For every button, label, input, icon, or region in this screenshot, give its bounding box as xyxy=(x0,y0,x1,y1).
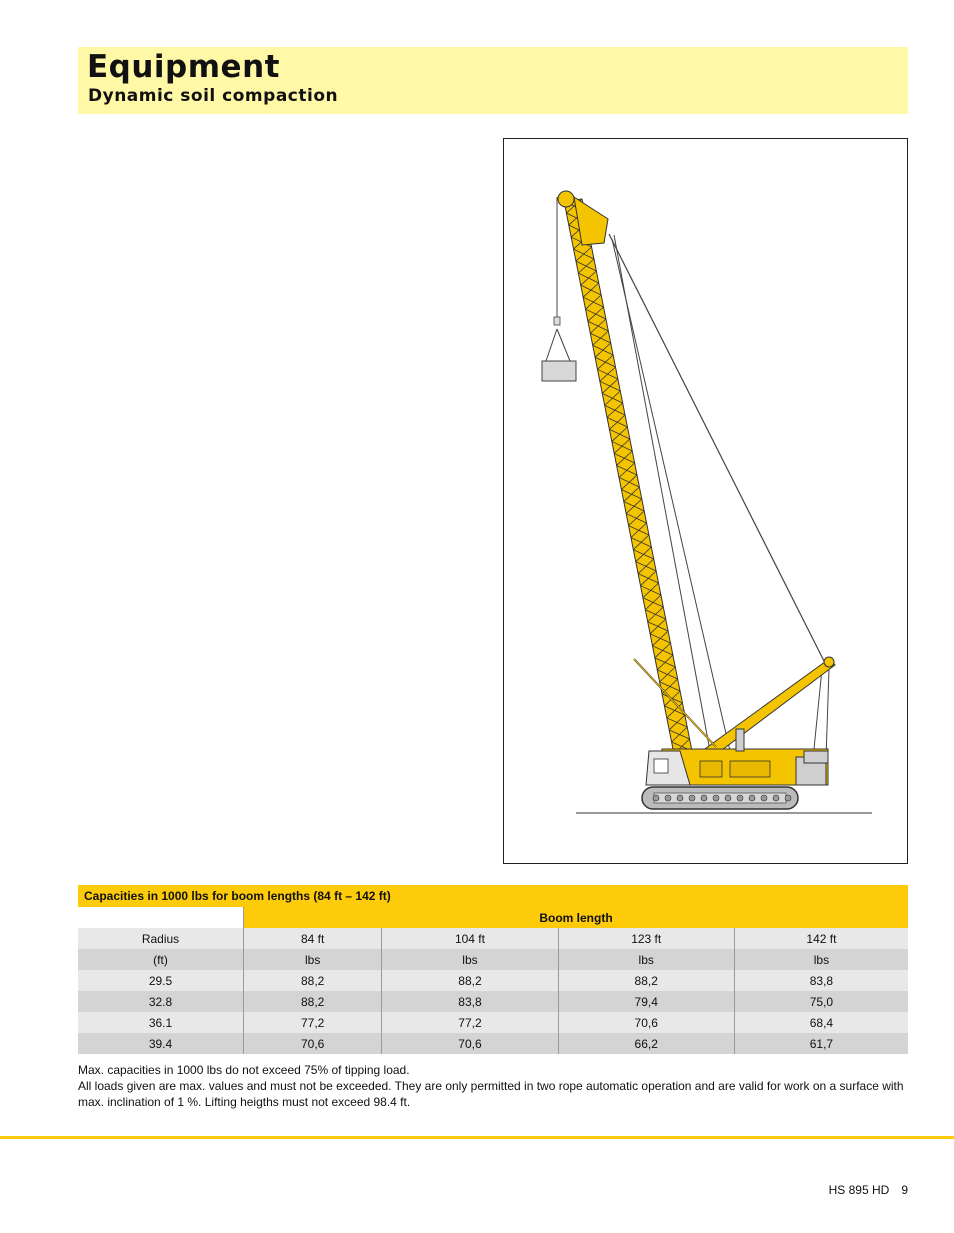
column-header: 104 ft xyxy=(382,928,558,949)
value-cell: 83,8 xyxy=(382,991,558,1012)
column-header: 84 ft xyxy=(244,928,382,949)
crane-figure xyxy=(503,138,908,864)
value-cell: 70,6 xyxy=(382,1033,558,1054)
value-cell: 83,8 xyxy=(734,970,908,991)
unit-cell: lbs xyxy=(382,949,558,970)
value-cell: 88,2 xyxy=(244,991,382,1012)
radius-cell: 39.4 xyxy=(78,1033,244,1054)
table-caption: Capacities in 1000 lbs for boom lengths (84 ft – 142 ft) xyxy=(78,885,908,907)
radius-cell: 32.8 xyxy=(78,991,244,1012)
table-notes xyxy=(78,1062,912,1110)
column-header: 123 ft xyxy=(558,928,734,949)
boom xyxy=(564,199,692,754)
value-cell: 70,6 xyxy=(244,1033,382,1054)
value-cell: 88,2 xyxy=(382,970,558,991)
model-name: HS 895 HD xyxy=(828,1183,890,1197)
radius-cell: 29.5 xyxy=(78,970,244,991)
table-row xyxy=(78,949,908,970)
page-footer xyxy=(829,1183,908,1197)
page-subtitle: Dynamic soil compaction xyxy=(88,86,339,106)
unit-cell: lbs xyxy=(244,949,382,970)
page-number: 9 xyxy=(901,1183,908,1197)
value-cell: 70,6 xyxy=(558,1012,734,1033)
value-cell: 66,2 xyxy=(558,1033,734,1054)
note-line: Max. capacities in 1000 lbs do not exceed 75% of tipping load. xyxy=(78,1063,410,1077)
page-title: Equipment xyxy=(87,49,280,85)
crawler-crane-illustration-icon xyxy=(504,139,907,863)
column-header: 142 ft xyxy=(734,928,908,949)
value-cell: 75,0 xyxy=(734,991,908,1012)
value-cell: 61,7 xyxy=(734,1033,908,1054)
radius-header: Radius xyxy=(78,928,244,949)
boom-length-header: Boom length xyxy=(244,907,909,928)
table-row xyxy=(78,1033,908,1054)
value-cell: 68,4 xyxy=(734,1012,908,1033)
table-row xyxy=(78,970,908,991)
unit-cell: lbs xyxy=(734,949,908,970)
value-cell: 77,2 xyxy=(382,1012,558,1033)
table-corner xyxy=(78,907,244,928)
unit-cell: lbs xyxy=(558,949,734,970)
note-line: All loads given are max. values and must not be exceeded. They are only permitted in two rope automatic operation and are valid for work on a surface with max. inclination of 1 %. Lifting heigths must not exceed 98.4 ft. xyxy=(78,1079,904,1109)
table-row xyxy=(78,991,908,1012)
table-row xyxy=(78,928,908,949)
footer-rule xyxy=(0,1136,954,1139)
value-cell: 88,2 xyxy=(244,970,382,991)
value-cell: 77,2 xyxy=(244,1012,382,1033)
value-cell: 79,4 xyxy=(558,991,734,1012)
page-header xyxy=(78,47,908,114)
radius-cell: 36.1 xyxy=(78,1012,244,1033)
compaction-weight xyxy=(542,361,576,381)
value-cell: 88,2 xyxy=(558,970,734,991)
radius-unit: (ft) xyxy=(78,949,244,970)
table-row xyxy=(78,1012,908,1033)
capacity-table xyxy=(78,885,908,1054)
